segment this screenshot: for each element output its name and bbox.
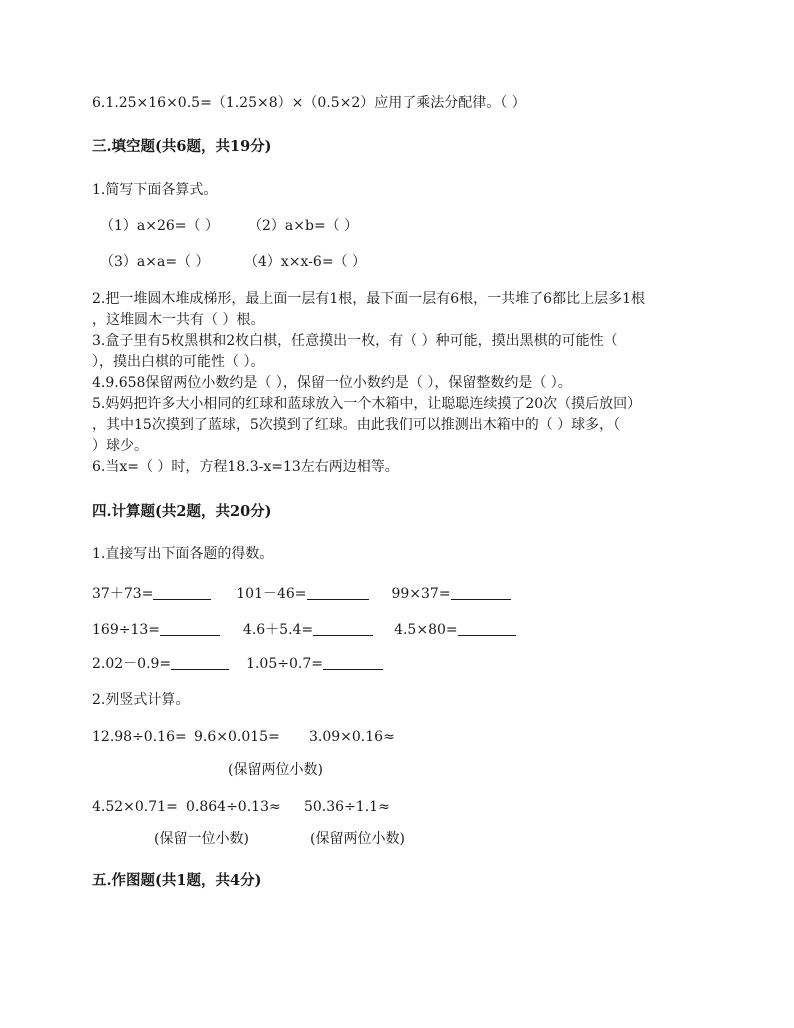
calc-q2-note-2a: (保留一位小数) <box>154 831 249 847</box>
calc-expr: 1.05÷0.7= <box>246 656 323 672</box>
calc-q2-expr-3: 3.09×0.16≈ <box>309 729 395 745</box>
fill-q3-line-2: ），摸出白棋的可能性（ ）。 <box>92 354 265 370</box>
calc-q2-expr-2: 9.6×0.015= <box>194 729 280 745</box>
calc-q2-expr-1: 12.98÷0.16= <box>92 729 187 745</box>
fill-q5-line-3: ）球少。 <box>92 438 148 454</box>
fill-q6: 6.当x=（ ）时，方程18.3-x=13左右两边相等。 <box>92 459 399 475</box>
answer-blank[interactable] <box>458 621 516 636</box>
section-4-title: 四.计算题(共2题，共20分) <box>92 503 272 520</box>
true-false-question-6: 6.1.25×16×0.5=（1.25×8）×（0.5×2）应用了乘法分配律。（ ） <box>92 95 526 111</box>
fill-q1-item-4: （4）x×x-6=（ ） <box>244 254 367 270</box>
calc-expr: 4.6＋5.4= <box>242 622 314 638</box>
calc-q2-expr-4: 4.52×0.71= <box>92 799 178 815</box>
fill-q3-line-1: 3.盒子里有5枚黑棋和2枚白棋，任意摸出一枚，有（ ）种可能，摸出黑棋的可能性（ <box>92 333 618 349</box>
calc-q2-note-1: (保留两位小数) <box>228 762 323 778</box>
calc-expr: 4.5×80= <box>394 622 458 638</box>
calc-q2-expr-6: 50.36÷1.1≈ <box>304 799 390 815</box>
calc-q1-row-3 <box>92 654 383 674</box>
calc-q1-stem: 1.直接写出下面各题的得数。 <box>92 546 274 562</box>
answer-blank[interactable] <box>160 621 220 636</box>
fill-q5-line-2: ，其中15次摸到了蓝球，5次摸到了红球。由此我们可以推测出木箱中的（ ）球多，（ <box>92 417 621 433</box>
answer-blank[interactable] <box>323 655 383 670</box>
calc-expr: 169÷13= <box>92 622 160 638</box>
calc-expr: 101－46= <box>236 586 307 602</box>
fill-q1-stem: 1.简写下面各算式。 <box>92 182 218 198</box>
calc-q2-stem: 2.列竖式计算。 <box>92 692 190 708</box>
fill-q1-item-2: （2）a×b=（ ） <box>248 218 359 234</box>
fill-q2-line-1: 2.把一堆圆木堆成梯形，最上面一层有1根，最下面一层有6根，一共堆了6都比上层多1根 <box>92 291 645 307</box>
answer-blank[interactable] <box>153 585 211 600</box>
fill-q4: 4.9.658保留两位小数约是（ ），保留一位小数约是（ ），保留整数约是（ ）。 <box>92 375 572 391</box>
fill-q2-line-2: ，这堆圆木一共有（ ）根。 <box>92 312 265 328</box>
answer-blank[interactable] <box>313 621 373 636</box>
calc-expr: 37＋73= <box>92 586 154 602</box>
answer-blank[interactable] <box>307 585 369 600</box>
calc-q2-expr-5: 0.864÷0.13≈ <box>186 799 281 815</box>
calc-q1-row-1 <box>92 584 511 604</box>
fill-q1-item-3: （3）a×a=（ ） <box>100 254 210 270</box>
calc-q1-row-2 <box>92 620 516 640</box>
fill-q1-item-1: （1）a×26=（ ） <box>100 218 219 234</box>
fill-q5-line-1: 5.妈妈把许多大小相同的红球和蓝球放入一个木箱中，让聪聪连续摸了20次（摸后放回） <box>92 396 642 412</box>
section-3-title: 三.填空题(共6题，共19分) <box>92 138 272 155</box>
calc-expr: 99×37= <box>391 586 451 602</box>
answer-blank[interactable] <box>171 655 229 670</box>
calc-q2-note-2b: (保留两位小数) <box>310 831 405 847</box>
section-5-title: 五.作图题(共1题，共4分) <box>92 872 262 889</box>
answer-blank[interactable] <box>451 585 511 600</box>
calc-expr: 2.02－0.9= <box>92 656 172 672</box>
